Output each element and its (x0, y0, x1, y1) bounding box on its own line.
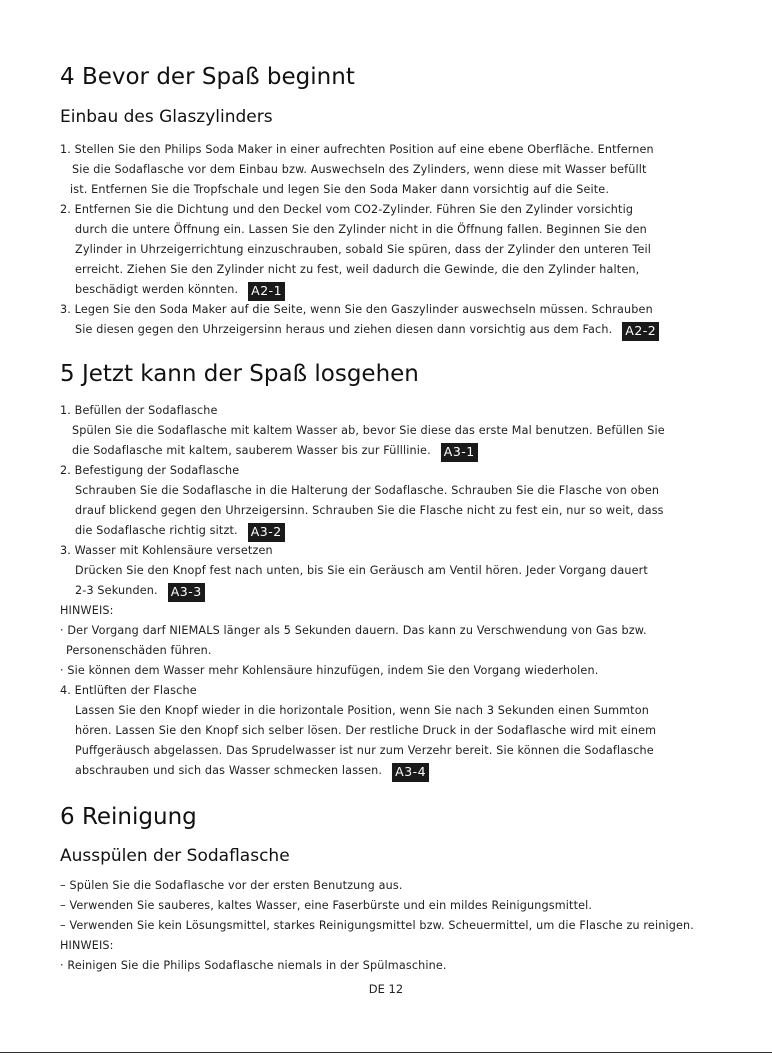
text-line: durch die untere Öffnung ein. Lassen Sie den Zylinder nicht in die Öffnung fallen. Beginnen Sie den (75, 223, 647, 236)
text-line-with-figure-ref (72, 443, 478, 462)
figure-ref-badge: A2-2 (622, 322, 659, 341)
text-line: Lassen Sie den Knopf wieder in die horizontale Position, wenn Sie nach 3 Sekunden einen Summton (75, 704, 649, 717)
list-item: – Verwenden Sie kein Lösungsmittel, starkes Reinigungsmittel bzw. Scheuermittel, um die Flasche zu reinigen. (60, 919, 694, 932)
text-fragment: die Sodaflasche mit kaltem, sauberem Wasser bis zur Fülllinie. (72, 444, 431, 457)
section-5-heading: 5 Jetzt kann der Spaß losgehen (60, 361, 419, 387)
note-label: HINWEIS: (60, 604, 114, 617)
text-line: 3. Legen Sie den Soda Maker auf die Seite, wenn Sie den Gaszylinder auswechseln müssen. Schrauben (60, 303, 653, 316)
text-line: Drücken Sie den Knopf fest nach unten, bis Sie ein Geräusch am Ventil hören. Jeder Vorgang dauert (75, 564, 648, 577)
section-6-subheading: Ausspülen der Sodaflasche (60, 846, 290, 866)
note-line: Personenschäden führen. (66, 644, 212, 657)
figure-ref-badge: A2-1 (248, 282, 285, 301)
text-line: Puffgeräusch abgelassen. Das Sprudelwasser ist nur zum Verzehr bereit. Sie können die Sodaflasche (75, 744, 654, 757)
text-line: 4. Entlüften der Flasche (60, 684, 197, 697)
text-line-with-figure-ref (75, 322, 659, 341)
text-line-with-figure-ref (75, 523, 285, 542)
text-line: 3. Wasser mit Kohlensäure versetzen (60, 544, 273, 557)
text-line: Zylinder in Uhrzeigerrichtung einzuschrauben, sobald Sie spüren, dass der Zylinder den unteren Teil (75, 243, 652, 256)
text-line: drauf blickend gegen den Uhrzeigersinn. Schrauben Sie die Flasche nicht zu fest ein, nur so weit, dass (75, 504, 664, 517)
text-line: Spülen Sie die Sodaflasche mit kaltem Wasser ab, bevor Sie diese das erste Mal benutzen. Befüllen Sie (72, 424, 665, 437)
text-line: 1. Stellen Sie den Philips Soda Maker in einer aufrechten Position auf eine ebene Oberfläche. Entfernen (60, 143, 654, 156)
text-line: Schrauben Sie die Sodaflasche in die Halterung der Sodaflasche. Schrauben Sie die Flasche von oben (75, 484, 660, 497)
text-line: Sie die Sodaflasche vor dem Einbau bzw. Auswechseln des Zylinders, wenn diese mit Wasser befüllt (72, 163, 647, 176)
page-number: DE 12 (368, 982, 404, 996)
text-fragment: 2-3 Sekunden. (75, 584, 158, 597)
note-line: · Reinigen Sie die Philips Sodaflasche niemals in der Spülmaschine. (60, 959, 447, 972)
note-line: · Sie können dem Wasser mehr Kohlensäure hinzufügen, indem Sie den Vorgang wiederholen. (60, 664, 599, 677)
note-label: HINWEIS: (60, 939, 114, 952)
text-line: hören. Lassen Sie den Knopf sich selber lösen. Der restliche Druck in der Sodaflasche wird mit einem (75, 724, 657, 737)
section-6-heading: 6 Reinigung (60, 804, 197, 830)
figure-ref-badge: A3-3 (168, 583, 205, 602)
text-fragment: beschädigt werden könnten. (75, 283, 239, 296)
text-fragment: die Sodaflasche richtig sitzt. (75, 524, 238, 537)
text-fragment: abschrauben und sich das Wasser schmecken lassen. (75, 764, 383, 777)
text-fragment: Sie diesen gegen den Uhrzeigersinn heraus und ziehen diesen dann vorsichtig aus dem Fach. (75, 323, 613, 336)
text-line: ist. Entfernen Sie die Tropfschale und legen Sie den Soda Maker dann vorsichtig auf die Seite. (70, 183, 610, 196)
list-item: – Verwenden Sie sauberes, kaltes Wasser, eine Faserbürste und ein mildes Reinigungsmittel. (60, 899, 593, 912)
text-line-with-figure-ref (75, 763, 429, 782)
text-line: erreicht. Ziehen Sie den Zylinder nicht zu fest, weil dadurch die Gewinde, die den Zylinder halten, (75, 263, 640, 276)
text-line: 2. Entfernen Sie die Dichtung und den Deckel vom CO2-Zylinder. Führen Sie den Zylinder vorsichtig (60, 203, 634, 216)
text-line: 2. Befestigung der Sodaflasche (60, 464, 240, 477)
text-line-with-figure-ref (75, 583, 205, 602)
bottom-divider (0, 1052, 772, 1053)
note-line: · Der Vorgang darf NIEMALS länger als 5 Sekunden dauern. Das kann zu Verschwendung von Gas bzw. (60, 624, 647, 637)
figure-ref-badge: A3-2 (248, 523, 285, 542)
section-4-heading: 4 Bevor der Spaß beginnt (60, 64, 355, 90)
list-item: – Spülen Sie die Sodaflasche vor der ersten Benutzung aus. (60, 879, 403, 892)
figure-ref-badge: A3-4 (392, 763, 429, 782)
figure-ref-badge: A3-1 (441, 443, 478, 462)
section-4-subheading: Einbau des Glaszylinders (60, 107, 273, 127)
text-line: 1. Befüllen der Sodaflasche (60, 404, 218, 417)
text-line-with-figure-ref (75, 282, 285, 301)
